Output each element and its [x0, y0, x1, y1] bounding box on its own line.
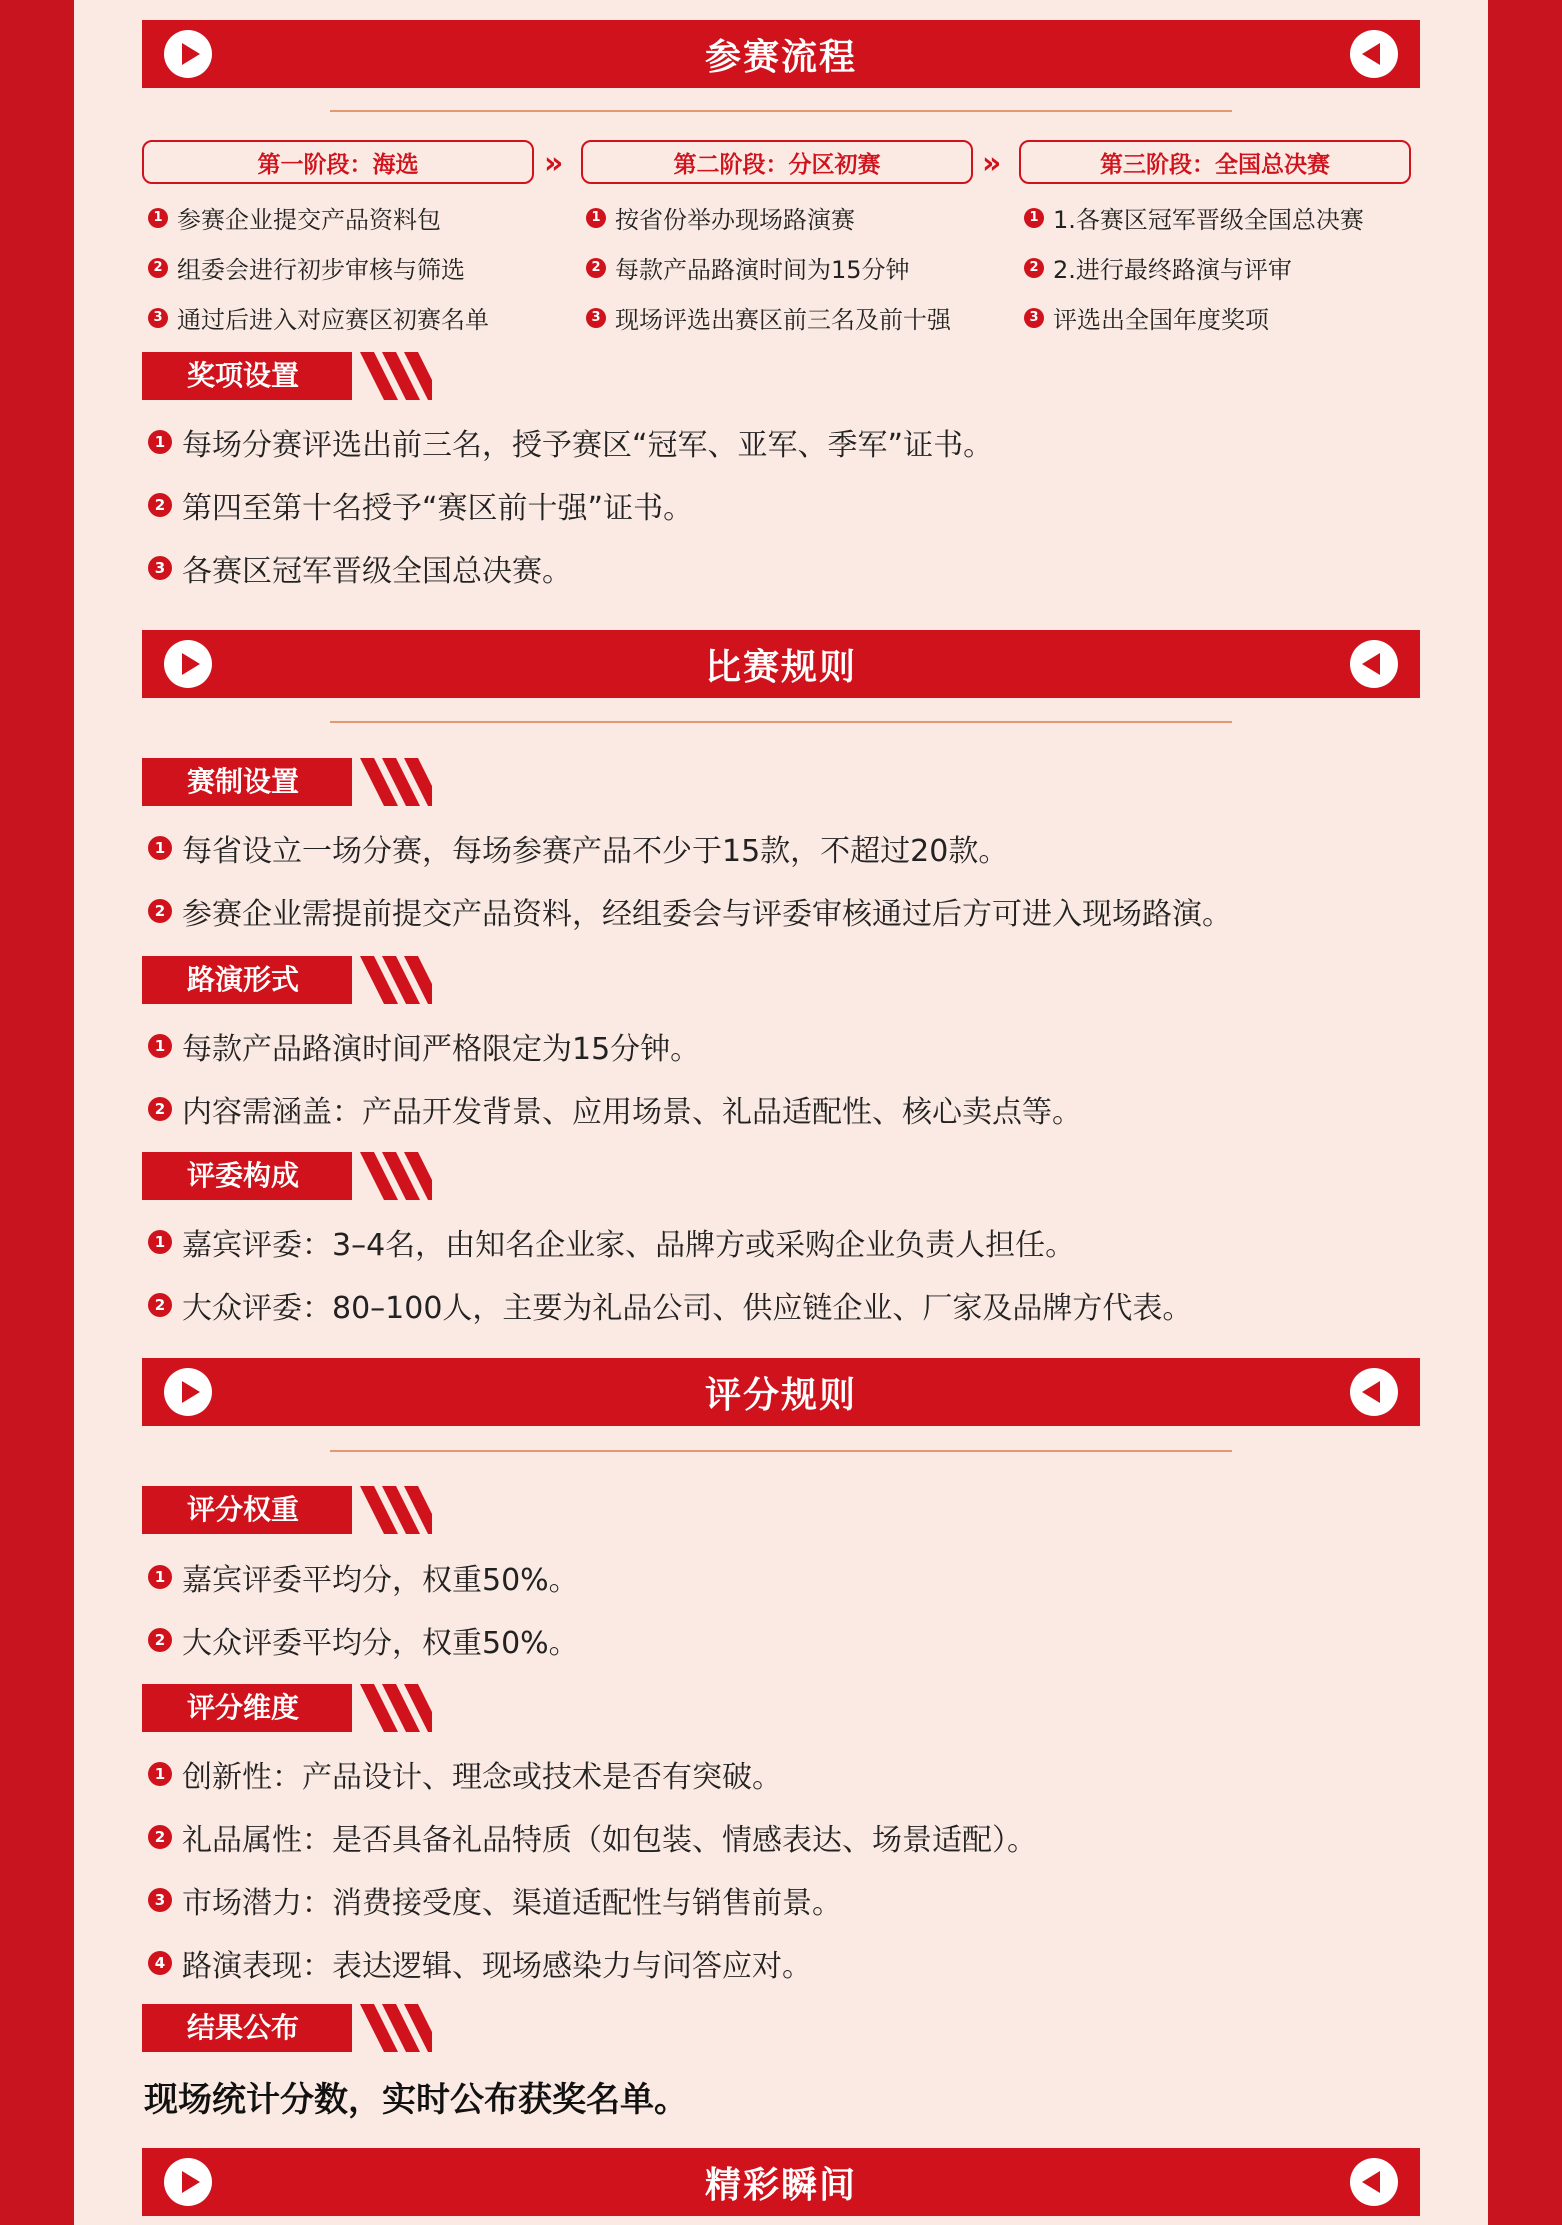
number-badge: 1 — [148, 208, 168, 228]
play-right-icon — [164, 30, 212, 78]
tag-result: 结果公布 — [142, 2004, 432, 2052]
list-item: 1 每款产品路演时间严格限定为15分钟。 — [148, 1024, 700, 1068]
list-item: 1 每场分赛评选出前三名，授予赛区“冠军、亚军、季军”证书。 — [148, 420, 993, 464]
banner-title: 参赛流程 — [704, 36, 857, 78]
number-badge: 2 — [148, 1628, 172, 1652]
banner-title: 比赛规则 — [704, 646, 857, 688]
section-banner-rules — [142, 630, 1420, 698]
tag-format: 赛制设置 — [142, 758, 432, 806]
stage-3-item: 1 1.各赛区冠军晋级全国总决赛 — [1024, 200, 1364, 235]
play-left-icon — [1350, 30, 1398, 78]
play-right-icon — [164, 1368, 212, 1416]
number-badge: 1 — [586, 208, 606, 228]
divider-line — [330, 1450, 1232, 1452]
number-badge: 1 — [148, 1230, 172, 1254]
divider-line — [330, 110, 1232, 112]
number-badge: 2 — [148, 258, 168, 278]
list-item: 2 第四至第十名授予“赛区前十强”证书。 — [148, 483, 693, 527]
stage-3-item: 2 2.进行最终路演与评审 — [1024, 250, 1292, 285]
result-text: 现场统计分数，实时公布获奖名单。 — [144, 2080, 688, 2120]
play-left-icon — [1350, 640, 1398, 688]
number-badge: 2 — [148, 1293, 172, 1317]
number-badge: 1 — [148, 836, 172, 860]
list-item: 1 创新性：产品设计、理念或技术是否有突破。 — [148, 1752, 782, 1796]
section-banner-flow — [142, 20, 1420, 88]
number-badge: 4 — [148, 1951, 172, 1975]
list-item: 1 嘉宾评委：3–4名，由知名企业家、品牌方或采购企业负责人担任。 — [148, 1220, 1075, 1264]
number-badge: 1 — [148, 1565, 172, 1589]
stage-2-item: 3 现场评选出赛区前三名及前十强 — [586, 300, 951, 335]
number-badge: 3 — [148, 1888, 172, 1912]
list-item: 1 每省设立一场分赛，每场参赛产品不少于15款，不超过20款。 — [148, 826, 1008, 870]
play-left-icon — [1350, 1368, 1398, 1416]
number-badge: 2 — [148, 1097, 172, 1121]
tag-dimension: 评分维度 — [142, 1684, 432, 1732]
tag-awards: 奖项设置 — [142, 352, 432, 400]
divider-line — [330, 721, 1232, 723]
stage-3-item: 3 评选出全国年度奖项 — [1024, 300, 1269, 335]
stage-1-item: 3 通过后进入对应赛区初赛名单 — [148, 300, 489, 335]
stage-2-item: 2 每款产品路演时间为15分钟 — [586, 250, 910, 285]
number-badge: 3 — [1024, 308, 1044, 328]
stage-1-label: 第一阶段：海选 — [142, 140, 534, 184]
banner-title: 评分规则 — [704, 1374, 857, 1416]
double-chevron-icon: » — [544, 146, 554, 181]
tag-pitch: 路演形式 — [142, 956, 432, 1004]
number-badge: 1 — [1024, 208, 1044, 228]
list-item: 1 嘉宾评委平均分，权重50%。 — [148, 1555, 579, 1599]
number-badge: 1 — [148, 1762, 172, 1786]
number-badge: 2 — [1024, 258, 1044, 278]
number-badge: 1 — [148, 1034, 172, 1058]
banner-title: 精彩瞬间 — [704, 2164, 857, 2206]
play-right-icon — [164, 2158, 212, 2206]
number-badge: 2 — [148, 899, 172, 923]
list-item: 3 各赛区冠军晋级全国总决赛。 — [148, 546, 572, 590]
number-badge: 2 — [586, 258, 606, 278]
list-item: 2 内容需涵盖：产品开发背景、应用场景、礼品适配性、核心卖点等。 — [148, 1087, 1082, 1131]
list-item: 2 参赛企业需提前提交产品资料，经组委会与评委审核通过后方可进入现场路演。 — [148, 889, 1232, 933]
tag-weight: 评分权重 — [142, 1486, 432, 1534]
number-badge: 2 — [148, 1825, 172, 1849]
number-badge: 1 — [148, 430, 172, 454]
play-left-icon — [1350, 2158, 1398, 2206]
list-item: 2 礼品属性：是否具备礼品特质（如包装、情感表达、场景适配）。 — [148, 1815, 1037, 1859]
number-badge: 3 — [586, 308, 606, 328]
play-right-icon — [164, 640, 212, 688]
stage-2-label: 第二阶段：分区初赛 — [581, 140, 973, 184]
section-banner-scoring — [142, 1358, 1420, 1426]
stage-1-item: 2 组委会进行初步审核与筛选 — [148, 250, 465, 285]
stage-2-item: 1 按省份举办现场路演赛 — [586, 200, 855, 235]
stage-1-item: 1 参赛企业提交产品资料包 — [148, 200, 441, 235]
list-item: 2 大众评委平均分，权重50%。 — [148, 1618, 579, 1662]
list-item: 3 市场潜力：消费接受度、渠道适配性与销售前景。 — [148, 1878, 842, 1922]
list-item: 2 大众评委：80–100人，主要为礼品公司、供应链企业、厂家及品牌方代表。 — [148, 1283, 1192, 1327]
stage-3-label: 第三阶段：全国总决赛 — [1019, 140, 1411, 184]
section-banner-highlights — [142, 2148, 1420, 2216]
tag-judges: 评委构成 — [142, 1152, 432, 1200]
number-badge: 3 — [148, 308, 168, 328]
list-item: 4 路演表现：表达逻辑、现场感染力与问答应对。 — [148, 1941, 812, 1985]
number-badge: 3 — [148, 556, 172, 580]
number-badge: 2 — [148, 493, 172, 517]
double-chevron-icon: » — [982, 146, 992, 181]
